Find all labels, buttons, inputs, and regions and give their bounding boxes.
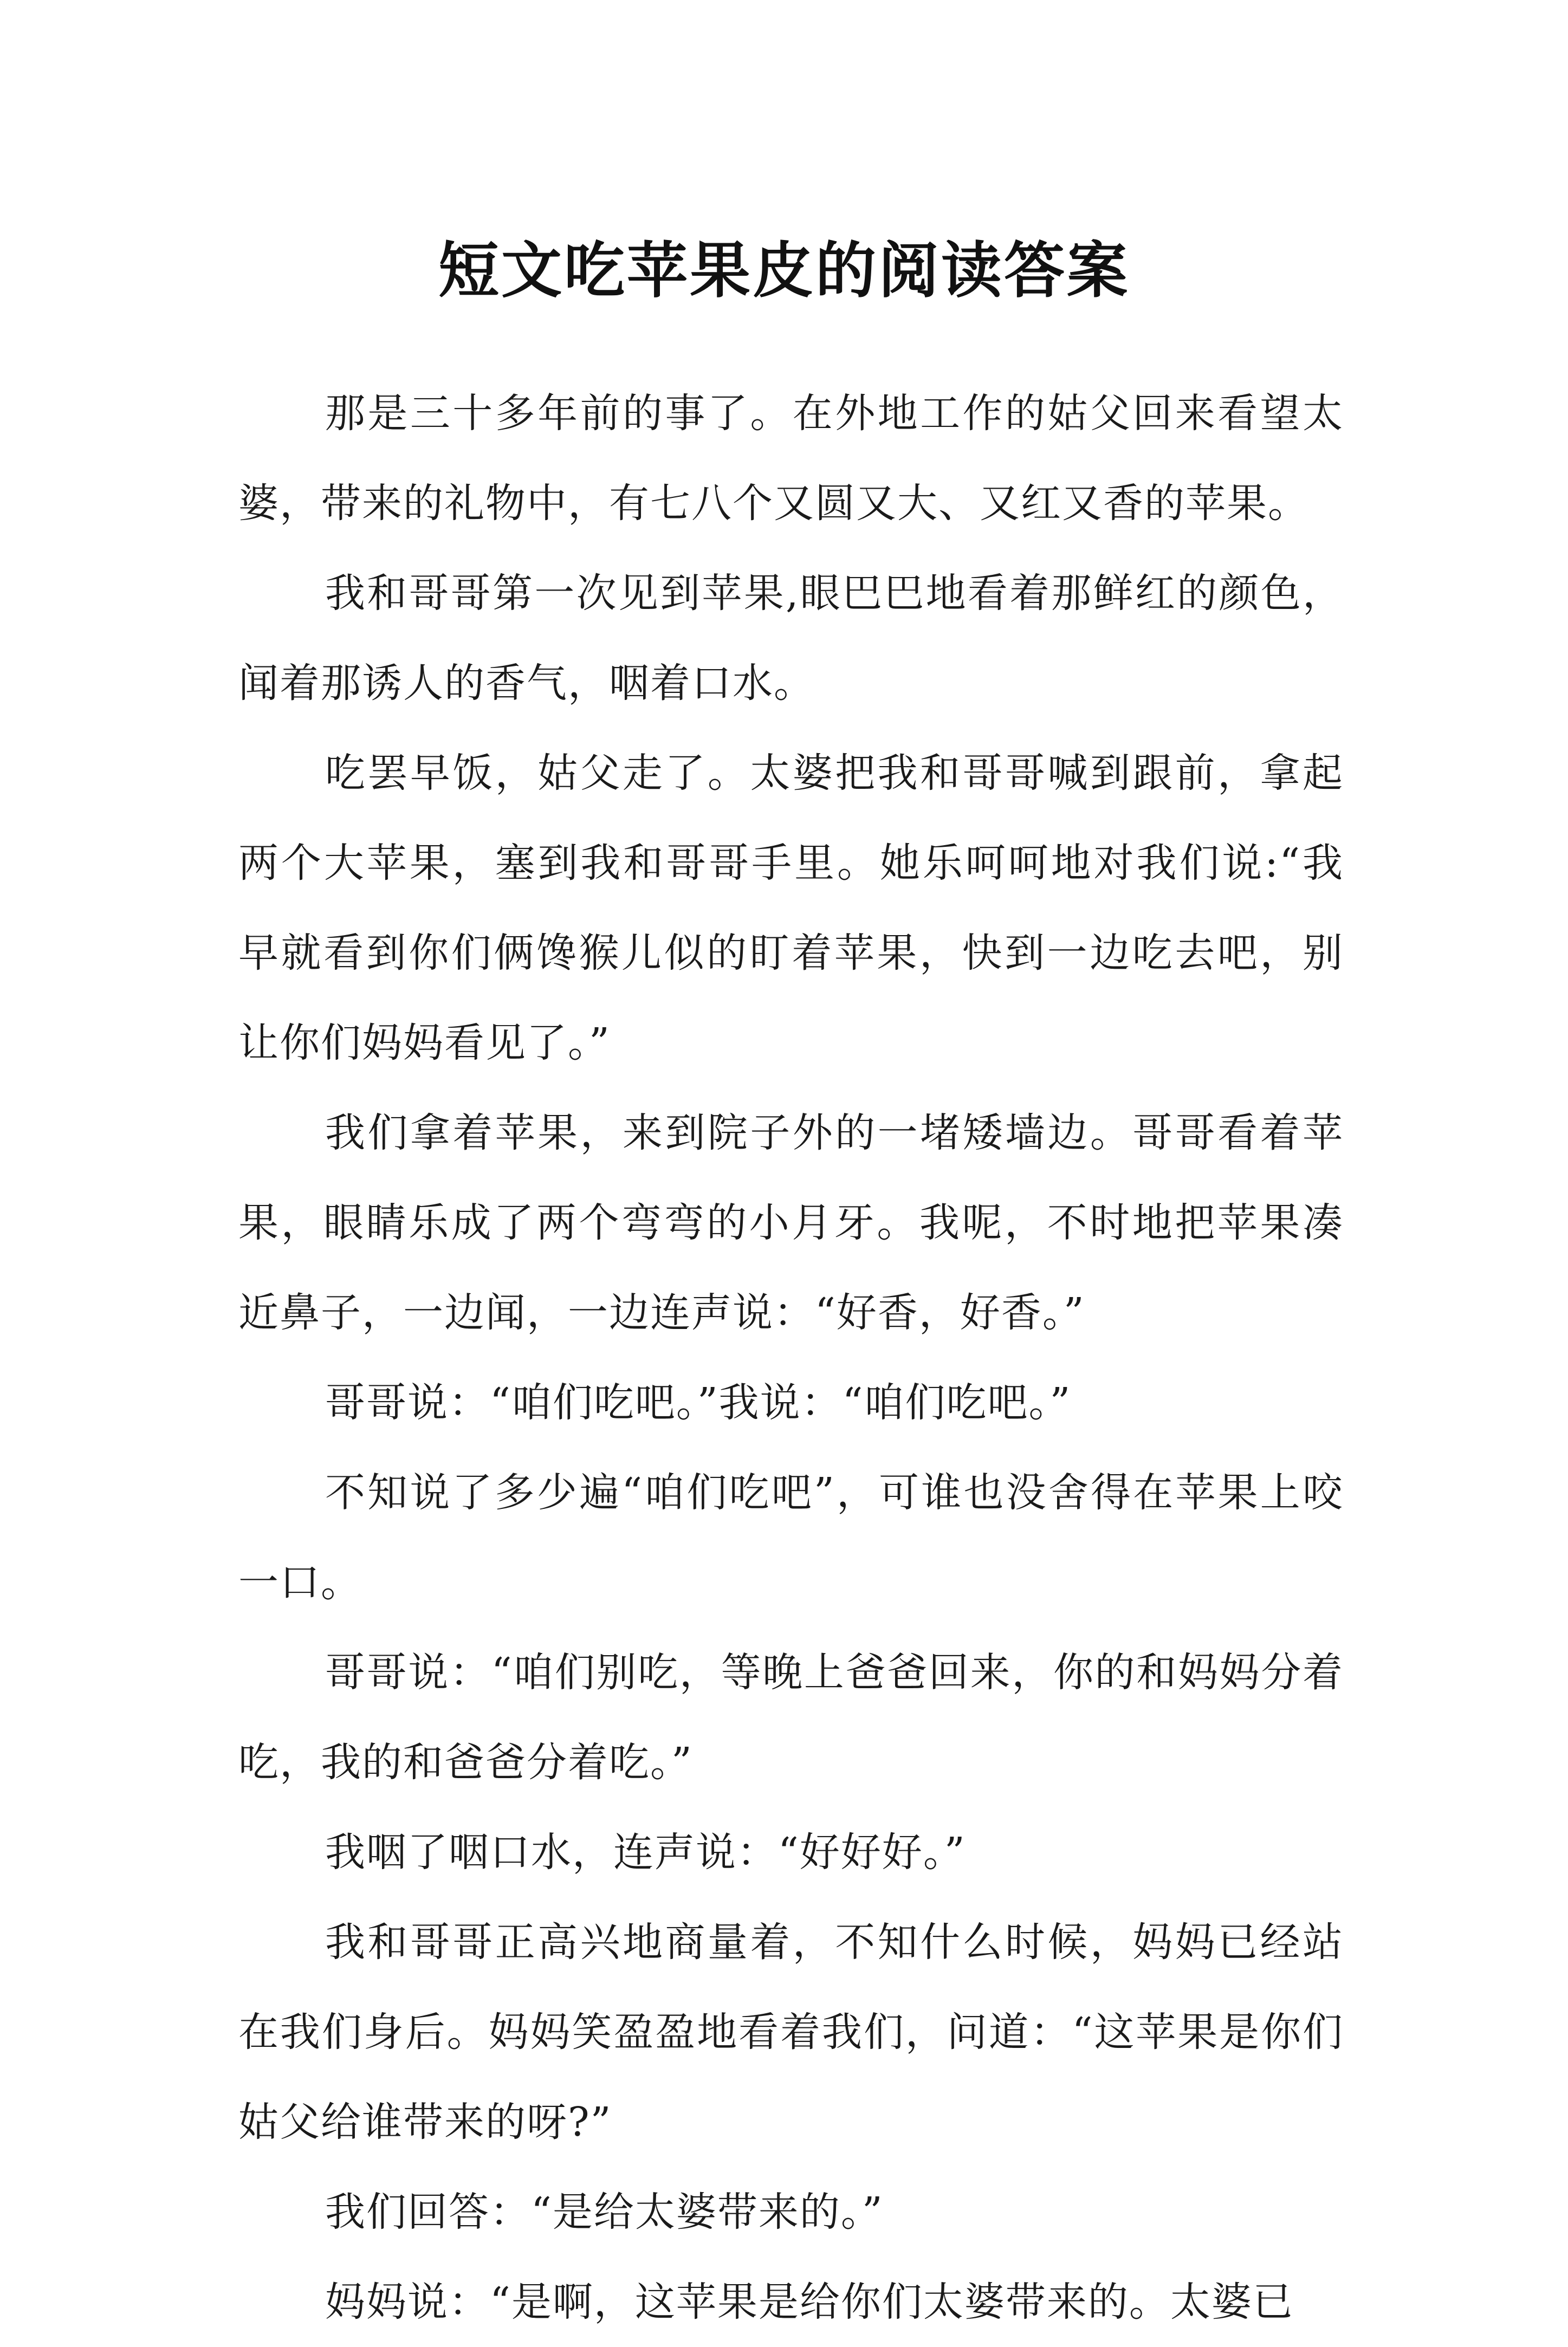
paragraph: 吃罢早饭，姑父走了。太婆把我和哥哥喊到跟前，拿起两个大苹果，塞到我和哥哥手里。她乐呵呵地对我们说:“我早就看到你们俩馋猴儿似的盯着苹果，快到一边吃去吧，别让你们妈妈看见了。” [238, 750, 1344, 1066]
paragraph: 我们回答：“是给太婆带来的。” [325, 2189, 884, 2235]
paragraph: 哥哥说：“咱们吃吧。”我说：“咱们吃吧。” [325, 1379, 1072, 1426]
paragraph: 我咽了咽口水，连声说：“好好好。” [325, 1829, 966, 1876]
paragraph: 哥哥说：“咱们别吃，等晚上爸爸回来，你的和妈妈分着吃，我的和爸爸分着吃。” [238, 1649, 1344, 1786]
document-body [238, 368, 1344, 2347]
document-title: 短文吃苹果皮的阅读答案 [438, 235, 1130, 307]
paragraph: 那是三十多年前的事了。在外地工作的姑父回来看望太婆，带来的礼物中，有七八个又圆又大、又红又香的苹果。 [238, 390, 1344, 527]
paragraph: 我们拿着苹果，来到院子外的一堵矮墙边。哥哥看着苹果，眼睛乐成了两个弯弯的小月牙。我呢，不时地把苹果凑近鼻子，一边闻，一边连声说：“好香，好香。” [238, 1110, 1344, 1336]
paragraph: 我和哥哥第一次见到苹果,眼巴巴地看着那鲜红的颜色，闻着那诱人的香气，咽着口水。 [238, 570, 1344, 706]
paragraph: 我和哥哥正高兴地商量着，不知什么时候，妈妈已经站在我们身后。妈妈笑盈盈地看着我们，问道：“这苹果是你们姑父给谁带来的呀?” [238, 1919, 1344, 2145]
paragraph: 不知说了多少遍“咱们吃吧”，可谁也没舍得在苹果上咬一口。 [238, 1469, 1344, 1606]
paragraph: 妈妈说：“是啊，这苹果是给你们太婆带来的。太婆已 [325, 2279, 1294, 2325]
